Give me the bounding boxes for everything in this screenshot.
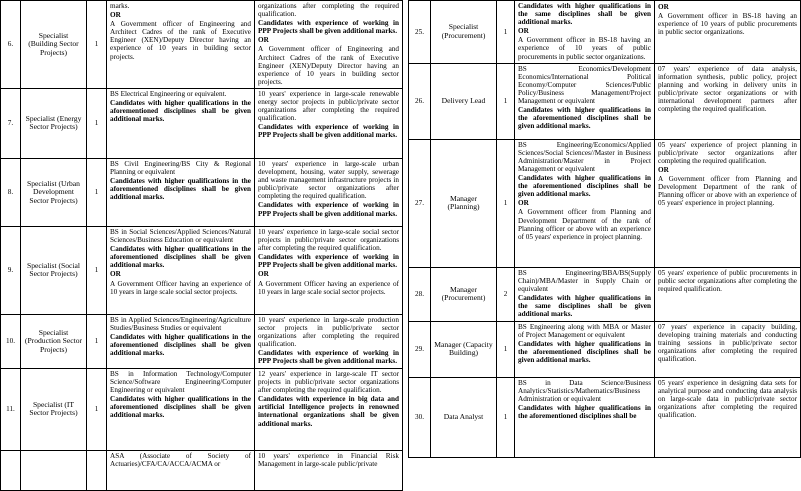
bold-note-text: Candidates with higher qualifications in the aforementioned disciplines shall be given additional marks. — [110, 245, 251, 270]
qualification-cell — [515, 139, 655, 267]
bold-note-text: Candidates with experience of working in PPP Projects shall be given additional marks. — [258, 19, 399, 36]
bold-note-text: Candidates with experience of working in PPP Projects shall be given additional marks. — [258, 349, 399, 366]
experience-cell — [255, 1, 403, 89]
qualification-cell — [107, 368, 255, 450]
bold-note-text: Candidates with experience in big data and artificial Intelligence projects in renowned international organizations shall be given additional marks. — [258, 395, 399, 428]
positions-table-right — [408, 0, 801, 458]
qualification-cell — [515, 377, 655, 457]
or-separator: OR — [518, 199, 529, 208]
post-count-cell: 1 — [87, 314, 107, 368]
serial-number-cell — [1, 450, 21, 490]
requirement-text: A Government Officer having an experience of 10 years in large scale social sector projects. — [258, 279, 399, 296]
requirement-text: A Government officer in BS-18 having an experience of 10 years of public procurements in public sector organizations. — [658, 12, 797, 37]
requirement-text: marks. — [110, 2, 130, 10]
requirement-text: A Government officer from Planning and Development Department of the rank of Planning officer or above with an experience of 05 years' experience in project planning. — [658, 175, 797, 208]
serial-number-cell: 26. — [409, 63, 431, 139]
table-row — [1, 226, 403, 314]
experience-cell — [255, 158, 403, 226]
table-row — [409, 139, 801, 267]
requirement-text: 07 years' experience in capacity building, developing training materials and conducting training sessions in public/private sector organizations after completing the required qualification. — [658, 322, 797, 364]
post-name-cell: Specialist (IT Sector Projects) — [21, 368, 87, 450]
post-count-cell — [87, 450, 107, 490]
requirement-text: BS Engineering/Economics/Applied Sciences/Social Sciences//Master in Business Administration/Master in Project Management or equivalent — [518, 140, 651, 173]
or-separator: OR — [658, 165, 669, 174]
experience-cell — [255, 226, 403, 314]
post-name-cell: Manager (Planning) — [431, 139, 497, 267]
post-name-cell: Specialist (Energy Sector Projects) — [21, 88, 87, 158]
serial-number-cell: 28. — [409, 267, 431, 321]
post-name-cell: Specialist (Building Sector Projects) — [21, 1, 87, 89]
serial-number-cell: 27. — [409, 139, 431, 267]
serial-number-cell: 6. — [1, 1, 21, 89]
table-row — [1, 450, 403, 490]
table-row — [409, 321, 801, 377]
table-row — [1, 158, 403, 226]
requirement-text: A Government officer from Planning and Development Department of the rank of Planning officer or above with an experience of 05 years' experience in project planning. — [518, 208, 651, 241]
post-name-cell — [21, 450, 87, 490]
bold-note-text: Candidates with experience of working in PPP Projects shall be given additional marks. — [258, 201, 399, 218]
post-count-cell: 1 — [87, 368, 107, 450]
serial-number-cell: 11. — [1, 368, 21, 450]
qualification-cell — [107, 314, 255, 368]
post-count-cell: 1 — [87, 88, 107, 158]
bold-note-text: Candidates with experience of working in PPP Projects shall be given additional marks. — [258, 253, 399, 270]
qualification-cell — [515, 321, 655, 377]
or-separator: OR — [258, 36, 269, 45]
table-row — [409, 377, 801, 457]
requirement-text: A Government officer of Engineering and Architect Cadres of the rank of Executive Engineer (XEN)/Deputy Director having an experience of 10 years in building sector projects. — [110, 20, 251, 61]
bold-note-text: Candidates with higher qualifications in the aforementioned disciplines shall be given additional marks. — [110, 333, 251, 358]
post-name-cell: Delivery Lead — [431, 63, 497, 139]
serial-number-cell: 9. — [1, 226, 21, 314]
or-separator: OR — [518, 27, 529, 36]
requirement-text: BS Economics/Development Economics/International Political Economy/Computer Sciences/Public Policy/Business Management/Project Management or equivalent — [518, 64, 651, 106]
post-name-cell: Specialist (Procurement) — [431, 1, 497, 64]
qualification-cell — [107, 158, 255, 226]
requirement-text: A Government officer of Engineering and Architect Cadres of the rank of Executive Engineer (XEN)/Deputy Director having an experience of 10 years in building sector projects. — [258, 45, 399, 86]
post-name-cell: Specialist (Production Sector Projects) — [21, 314, 87, 368]
requirement-text: BS in Information Technology/Computer Science/Software Engineering/Computer Engineering or equivalent — [110, 369, 251, 395]
bold-note-text: Candidates with experience of working in PPP Projects shall be given additional marks. — [258, 123, 399, 140]
requirement-text: BS Electrical Engineering or equivalent. — [110, 89, 227, 98]
bold-note-text: Candidates with higher qualifications in the aforementioned disciplines shall be given additional marks. — [110, 99, 251, 124]
requirement-text: 05 years' experience in designing data sets for analytical purpose and conducting data analysis on large-scale data in public/private sector organizations after completing the required qualification. — [658, 378, 797, 420]
bold-note-text: Candidates with higher qualifications in the aforementioned disciplines shall be given additional marks. — [110, 177, 251, 202]
experience-cell — [655, 1, 801, 64]
requirement-text: organizations after completing the required qualification. — [258, 2, 399, 19]
requirement-text: 10 years' experience in large-scale production sector projects in public/private sector organizations after completing the required qualification. — [258, 315, 399, 349]
serial-number-cell: 8. — [1, 158, 21, 226]
qualification-cell — [107, 1, 255, 89]
serial-number-cell: 25. — [409, 1, 431, 64]
requirement-text: 12 years' experience in large-scale IT sector projects in public/private sector organizations after completing the required qualification. — [258, 369, 399, 395]
requirement-text: 10 years' experience in Financial Risk Management in large-scale public/private — [258, 451, 399, 469]
post-count-cell: 1 — [87, 1, 107, 89]
requirement-text: 05 years' experience of project planning in public/private sector organizations after completing the required qualification. — [658, 140, 797, 165]
experience-cell — [255, 88, 403, 158]
qualification-cell — [107, 88, 255, 158]
requirement-text: BS in Social Sciences/Applied Sciences/Natural Sciences/Business Education or equivalent — [110, 227, 251, 245]
serial-number-cell: 29. — [409, 321, 431, 377]
bold-note-text: Candidates with higher qualifications in the aforementioned disciplines shall be given additional marks. — [518, 339, 651, 365]
requirement-text: BS in Data Science/Business Analytics/Statistics/Mathematics/Business Administration or equivalent — [518, 378, 651, 403]
requirement-text: 07 years' experience of data analysis, information synthesis, public policy, project planning and working in delivery units in public/private sector organizations or with international development partners after completing the required qualification. — [658, 64, 797, 114]
serial-number-cell: 10. — [1, 314, 21, 368]
qualification-cell — [515, 63, 655, 139]
qualification-cell — [107, 450, 255, 490]
left-table-column — [0, 0, 402, 469]
table-row — [409, 267, 801, 321]
experience-cell — [255, 314, 403, 368]
requirement-text: 05 years' experience of public procurements in public sector organizations after completing the required qualification. — [658, 268, 797, 293]
table-row — [409, 63, 801, 139]
requirement-text: 10 years' experience in large-scale social sector projects in public/private sector organizations after completing the required qualification. — [258, 227, 399, 253]
requirement-text: A Government Officer having an experience of 10 years in large scale social sector projects. — [110, 279, 251, 296]
post-count-cell: 1 — [497, 377, 515, 457]
requirement-text: A Government officer in BS-18 having an experience of 10 years of public procurements in public sector organizations. — [518, 36, 651, 61]
post-name-cell: Specialist (Social Sector Projects) — [21, 226, 87, 314]
experience-cell — [255, 368, 403, 450]
bold-note-text: Candidates with higher qualifications in the same disciplines shall be given additional marks. — [518, 293, 651, 319]
post-name-cell: Manager (Procurement) — [431, 267, 497, 321]
requirement-text: BS Engineering along with MBA or Master of Project Management or equivalent — [518, 322, 651, 339]
serial-number-cell: 30. — [409, 377, 431, 457]
post-count-cell: 1 — [497, 139, 515, 267]
qualification-cell — [515, 267, 655, 321]
post-count-cell: 1 — [497, 63, 515, 139]
serial-number-cell: 7. — [1, 88, 21, 158]
experience-cell — [655, 321, 801, 377]
bold-note-text: Candidates with higher qualifications in the aforementioned disciplines shall be given additional marks. — [518, 174, 651, 199]
experience-cell — [655, 139, 801, 267]
or-separator: OR — [258, 270, 269, 279]
post-count-cell: 1 — [87, 226, 107, 314]
post-name-cell: Manager (Capacity Building) — [431, 321, 497, 377]
experience-cell — [655, 267, 801, 321]
or-separator: OR — [110, 270, 121, 279]
table-row — [1, 368, 403, 450]
post-count-cell: 1 — [497, 321, 515, 377]
qualification-cell — [107, 226, 255, 314]
post-name-cell: Data Analyst — [431, 377, 497, 457]
requirement-text: BS in Applied Sciences/Engineering/Agriculture Studies/Business Studies or equivalent — [110, 315, 251, 333]
or-separator: OR — [658, 3, 669, 11]
bold-note-text: Candidates with higher qualifications in the aforementioned disciplines shall be — [518, 403, 651, 421]
post-count-cell: 1 — [87, 158, 107, 226]
table-row — [1, 88, 403, 158]
right-table-column — [408, 0, 800, 445]
qualification-cell — [515, 1, 655, 64]
or-separator: OR — [110, 11, 121, 20]
requirement-text: BS Civil Engineering/BS City & Regional Planning or equivalent — [110, 159, 251, 177]
requirement-text: BS Engineering/BBA/BS(Supply Chain)/MBA/Master in Supply Chain or equivalent — [518, 268, 651, 293]
post-count-cell: 1 — [497, 1, 515, 64]
bold-note-text: Candidates with higher qualifications in the aforementioned disciplines shall be given additional marks. — [518, 106, 651, 131]
table-row — [1, 314, 403, 368]
table-row — [409, 1, 801, 64]
table-row — [1, 1, 403, 89]
experience-cell — [255, 450, 403, 490]
requirement-text: 10 years' experience in large-scale urban development, housing, water supply, sewerage and waste management infrastructure projects in public/private sector organizations after completing the required qualification. — [258, 159, 399, 201]
bold-note-text: Candidates with higher qualifications in the aforementioned disciplines shall be given additional marks. — [110, 395, 251, 420]
requirement-text: 10 years' experience in large-scale renewable energy sector projects in public/private sector organizations after completing the required qualification. — [258, 89, 399, 123]
post-count-cell: 2 — [497, 267, 515, 321]
bold-note-text: Candidates with higher qualifications in the same disciplines shall be given additional marks. — [518, 2, 651, 27]
post-name-cell: Specialist (Urban Development Sector Projects) — [21, 158, 87, 226]
requirement-text: ASA (Associate of Society of Actuaries)/CFA/CA/ACCA/ACMA or — [110, 451, 251, 469]
experience-cell — [655, 63, 801, 139]
experience-cell — [655, 377, 801, 457]
